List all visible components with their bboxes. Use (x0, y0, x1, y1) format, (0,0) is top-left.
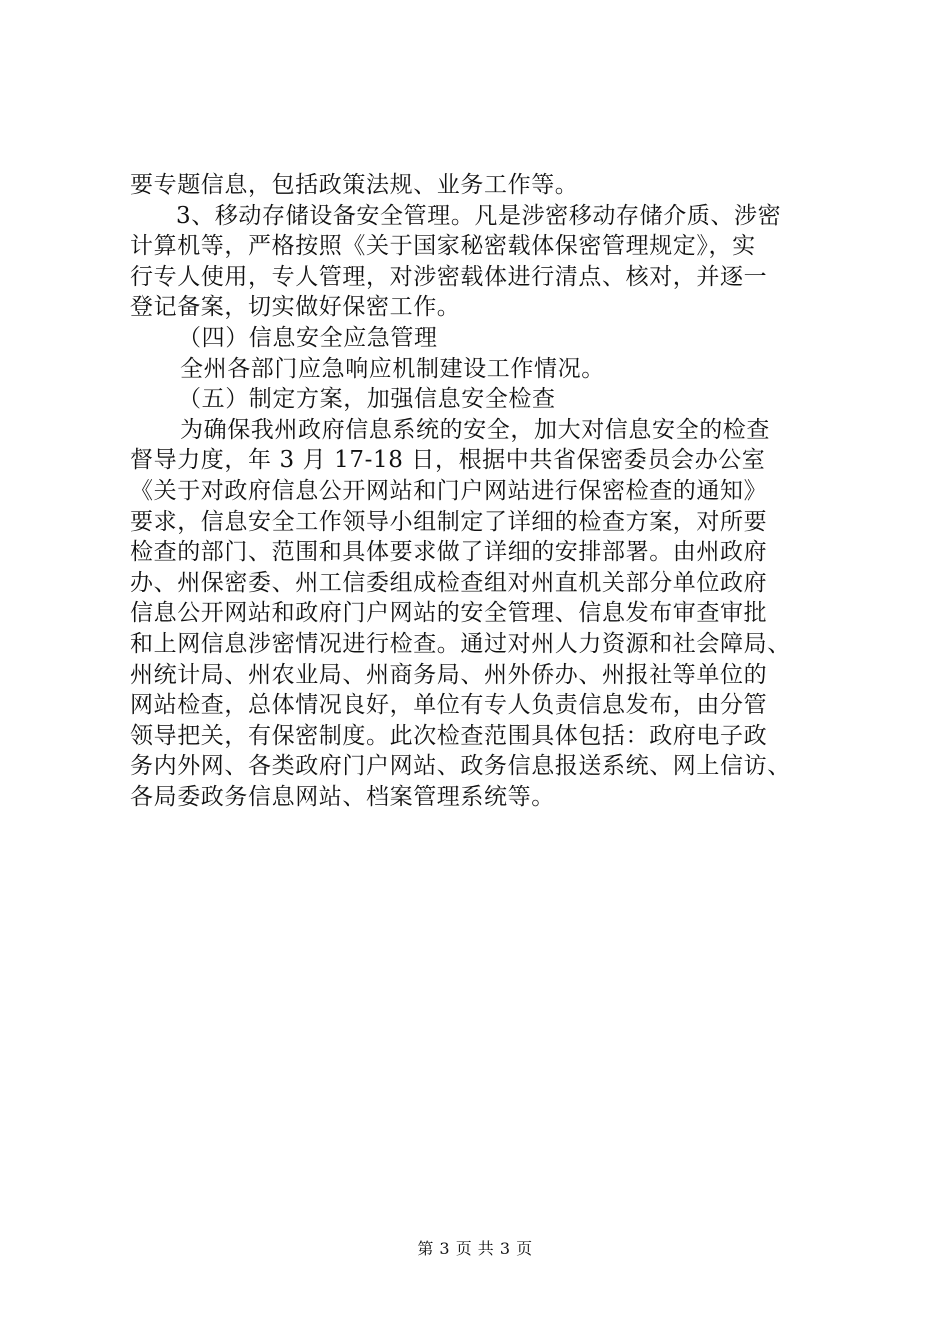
page-number-footer: 第 3 页 共 3 页 (417, 1239, 533, 1258)
body-line: 全州各部门应急响应机制建设工作情况。 (180, 355, 605, 382)
body-line: 州统计局、州农业局、州商务局、州外侨办、州报社等单位的 (130, 661, 768, 688)
body-line: 登记备案，切实做好保密工作。 (130, 294, 461, 321)
section-heading-4: （四）信息安全应急管理 (178, 324, 438, 351)
document-body (130, 170, 830, 812)
body-line: 领导把关，有保密制度。此次检查范围具体包括：政府电子政 (130, 722, 768, 749)
body-line: 督导力度，年 3 月 17-18 日，根据中共省保密委员会办公室 (130, 447, 766, 474)
body-line: 信息公开网站和政府门户网站的安全管理、信息发布审查审批 (130, 600, 768, 627)
body-line: 计算机等，严格按照《关于国家秘密载体保密管理规定》，实 (130, 233, 756, 260)
body-line: 办、州保密委、州工信委组成检查组对州直机关部分单位政府 (130, 569, 768, 596)
numbered-item-3: 3、移动存储设备安全管理。凡是涉密移动存储介质、涉密 (176, 202, 782, 229)
body-line: 《关于对政府信息公开网站和门户网站进行保密检查的通知》 (130, 477, 768, 504)
body-line: 各局委政务信息网站、档案管理系统等。 (130, 783, 555, 810)
body-line: 要专题信息，包括政策法规、业务工作等。 (130, 172, 579, 198)
body-line: 网站检查，总体情况良好，单位有专人负责信息发布，由分管 (130, 692, 768, 719)
body-line: 行专人使用，专人管理，对涉密载体进行清点、核对，并逐一 (130, 263, 768, 290)
section-heading-5: （五）制定方案，加强信息安全检查 (178, 386, 556, 413)
body-line: 要求，信息安全工作领导小组制定了详细的检查方案，对所要 (130, 508, 768, 535)
body-line: 检查的部门、范围和具体要求做了详细的安排部署。由州政府 (130, 539, 768, 566)
body-line: 和上网信息涉密情况进行检查。通过对州人力资源和社会障局、 (130, 630, 791, 657)
body-line: 务内外网、各类政府门户网站、政务信息报送系统、网上信访、 (130, 753, 791, 780)
paragraph-start: 为确保我州政府信息系统的安全，加大对信息安全的检查 (180, 416, 770, 443)
